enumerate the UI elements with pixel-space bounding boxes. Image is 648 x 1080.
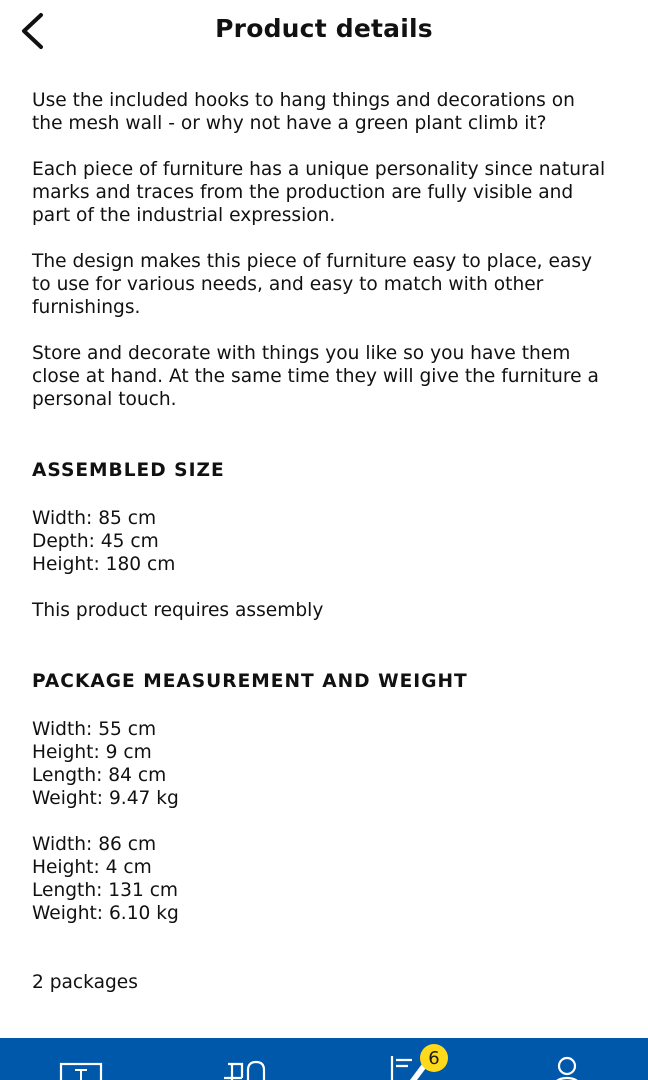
package-heading: PACKAGE MEASUREMENT AND WEIGHT	[32, 671, 468, 692]
store-icon	[58, 1054, 104, 1080]
tab-store[interactable]	[51, 1054, 111, 1080]
furniture-icon	[218, 1054, 268, 1080]
description-paragraph: Each piece of furniture has a unique personality since natural marks and traces from the production are fully visible and part of the industrial expression.	[32, 159, 606, 226]
assembled-size-heading: ASSEMBLED SIZE	[32, 460, 225, 481]
bottom-tab-bar	[0, 1038, 648, 1080]
package-count: 2 packages	[32, 972, 138, 993]
profile-icon	[544, 1054, 590, 1080]
assembled-height: Height: 180 cm	[32, 554, 176, 575]
tab-profile[interactable]	[537, 1054, 597, 1080]
package-1-length: Length: 84 cm	[32, 765, 167, 786]
package-2-length: Length: 131 cm	[32, 880, 179, 901]
description-paragraph: Use the included hooks to hang things and decorations on the mesh wall - or why not have a green plant climb it?	[32, 90, 575, 134]
assembly-note: This product requires assembly	[32, 600, 324, 621]
tab-furniture[interactable]	[213, 1054, 273, 1080]
description-paragraph: The design makes this piece of furniture easy to place, easy to use for various needs, and easy to match with other furnishings.	[32, 251, 593, 318]
header	[0, 0, 648, 62]
package-1-weight: Weight: 9.47 kg	[32, 788, 179, 809]
package-1-width: Width: 55 cm	[32, 719, 157, 740]
package-2-height: Height: 4 cm	[32, 857, 152, 878]
page-title: Product details	[215, 14, 433, 43]
package-2-width: Width: 86 cm	[32, 834, 157, 855]
product-details-content	[32, 89, 622, 994]
cart-count-badge: 6	[420, 1044, 448, 1072]
package-1-height: Height: 9 cm	[32, 742, 152, 763]
package-2-weight: Weight: 6.10 kg	[32, 903, 179, 924]
description-paragraph: Store and decorate with things you like so you have them close at hand. At the same time they will give the furniture a personal touch.	[32, 343, 599, 410]
assembled-width: Width: 85 cm	[32, 508, 157, 529]
assembled-depth: Depth: 45 cm	[32, 531, 159, 552]
